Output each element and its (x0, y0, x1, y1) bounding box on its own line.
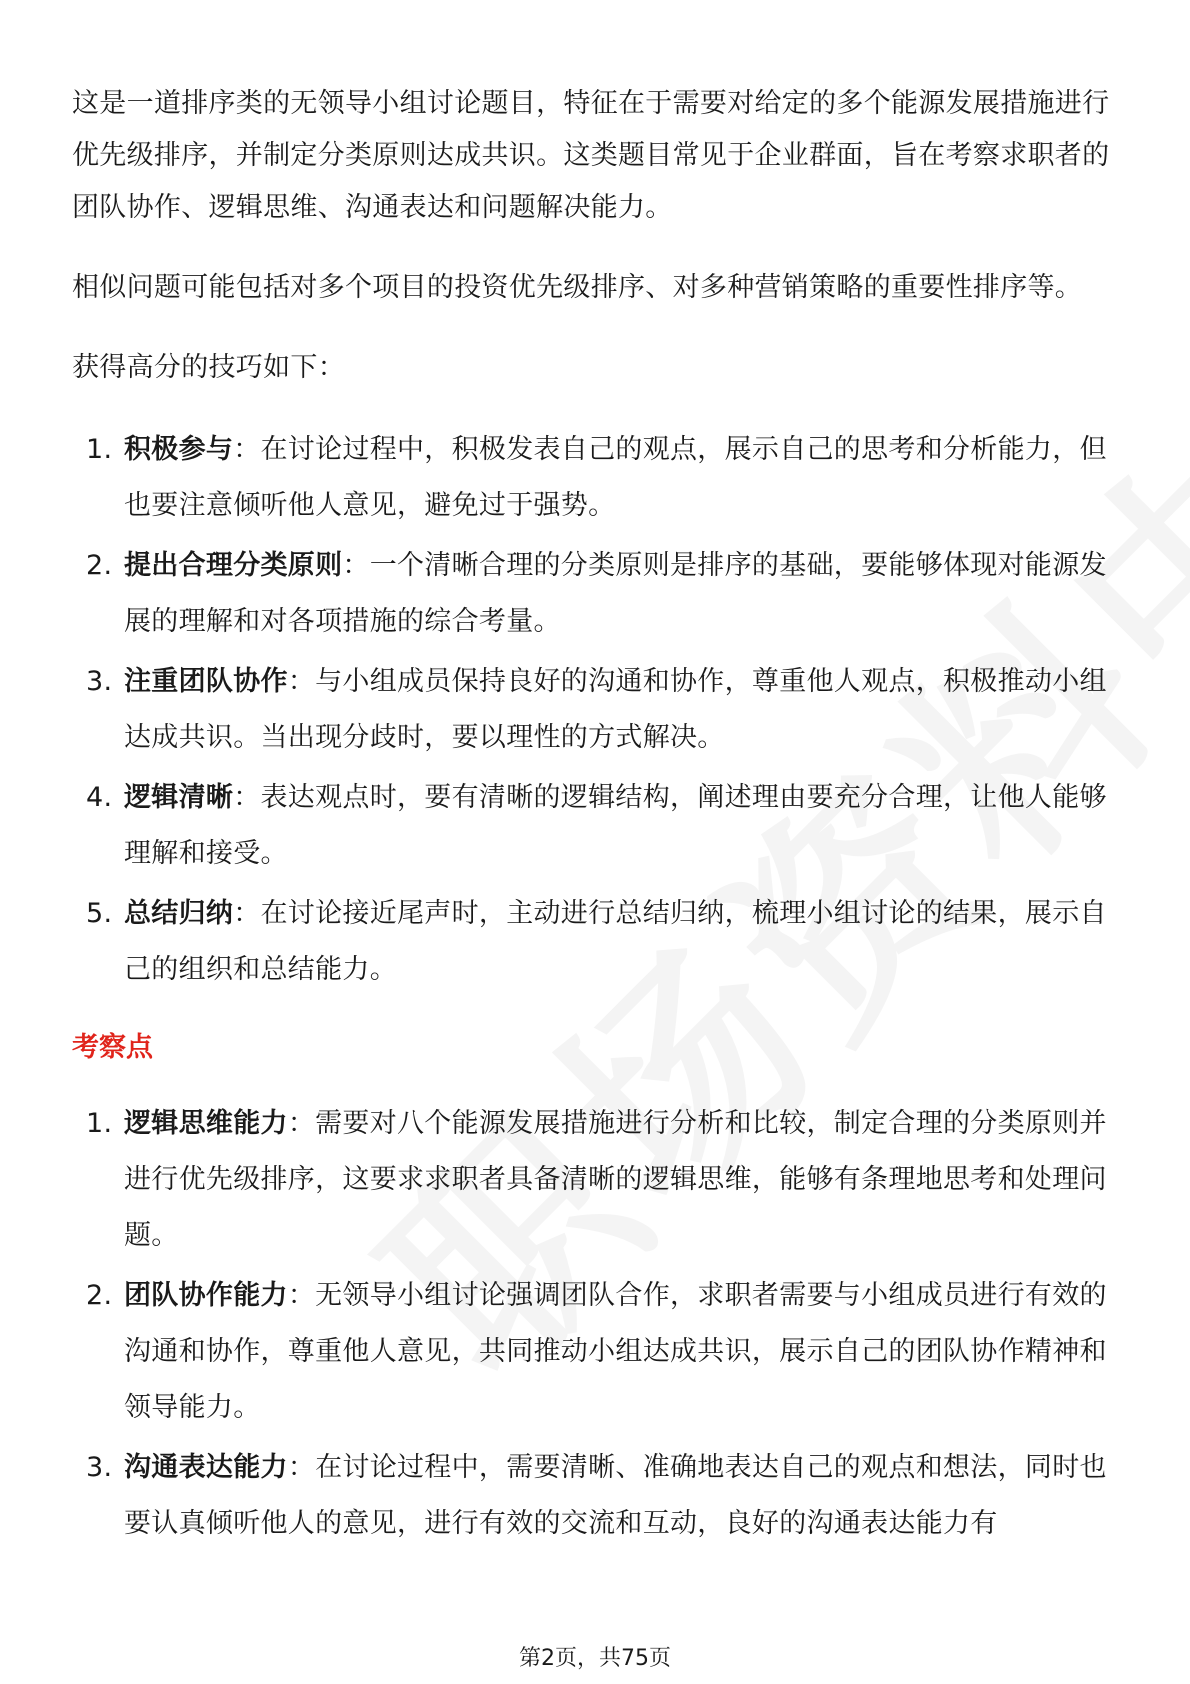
list-item (72, 654, 1122, 766)
list-term: 注重团队协作 (124, 666, 288, 697)
list-text: ：表达观点时，要有清晰的逻辑结构，阐述理由要充分合理，让他人能够理解和接受。 (124, 782, 1107, 869)
list-term: 总结归纳 (124, 898, 234, 929)
list-term: 逻辑思维能力 (124, 1108, 288, 1139)
list-text: ：与小组成员保持良好的沟通和协作，尊重他人观点，积极推动小组达成共识。当出现分歧时，要以理性的方式解决。 (124, 666, 1107, 753)
list-number: 5. (86, 898, 113, 929)
list-number: 4. (86, 782, 113, 813)
list-item (72, 538, 1122, 650)
list-text: ：一个清晰合理的分类原则是排序的基础，要能够体现对能源发展的理解和对各项措施的综合考量。 (124, 550, 1107, 637)
list-number: 2. (86, 550, 113, 581)
list-item (72, 1440, 1122, 1552)
list-number: 1. (86, 434, 113, 465)
list-item (72, 422, 1122, 534)
list-number: 1. (86, 1108, 113, 1139)
points-list (72, 1096, 1122, 1552)
tips-list (72, 422, 1122, 998)
list-item (72, 1268, 1122, 1436)
list-number: 3. (86, 666, 113, 697)
list-text: ：在讨论接近尾声时，主动进行总结归纳，梳理小组讨论的结果，展示自己的组织和总结能力。 (124, 898, 1107, 985)
section-title: 考察点 (72, 1032, 153, 1063)
list-number: 3. (86, 1452, 113, 1483)
list-term: 提出合理分类原则 (124, 550, 343, 581)
intro-paragraph-1: 这是一道排序类的无领导小组讨论题目，特征在于需要对给定的多个能源发展措施进行优先级排序，并制定分类原则达成共识。这类题目常见于企业群面，旨在考察求职者的团队协作、逻辑思维、沟通表达和问题解决能力。 (72, 88, 1110, 223)
list-item (72, 886, 1122, 998)
list-term: 逻辑清晰 (124, 782, 234, 813)
list-item (72, 770, 1122, 882)
page-number: 第2页，共75页 (519, 1646, 671, 1671)
list-text: ：在讨论过程中，积极发表自己的观点，展示自己的思考和分析能力，但也要注意倾听他人意见，避免过于强势。 (124, 434, 1107, 521)
list-item (72, 1096, 1122, 1264)
list-term: 沟通表达能力 (124, 1452, 288, 1483)
list-term: 团队协作能力 (124, 1280, 288, 1311)
list-text: ：在讨论过程中，需要清晰、准确地表达自己的观点和想法，同时也要认真倾听他人的意见，进行有效的交流和互动，良好的沟通表达能力有 (124, 1452, 1107, 1539)
list-number: 2. (86, 1280, 113, 1311)
list-term: 积极参与 (124, 434, 234, 465)
intro-paragraph-3: 获得高分的技巧如下： (72, 352, 345, 383)
list-text: ：无领导小组讨论强调团队合作，求职者需要与小组成员进行有效的沟通和协作，尊重他人意见，共同推动小组达成共识，展示自己的团队协作精神和领导能力。 (124, 1280, 1107, 1423)
intro-paragraph-2: 相似问题可能包括对多个项目的投资优先级排序、对多种营销策略的重要性排序等。 (72, 272, 1083, 303)
page-content (72, 78, 1122, 1576)
list-text: ：需要对八个能源发展措施进行分析和比较，制定合理的分类原则并进行优先级排序，这要求求职者具备清晰的逻辑思维，能够有条理地思考和处理问题。 (124, 1108, 1107, 1251)
